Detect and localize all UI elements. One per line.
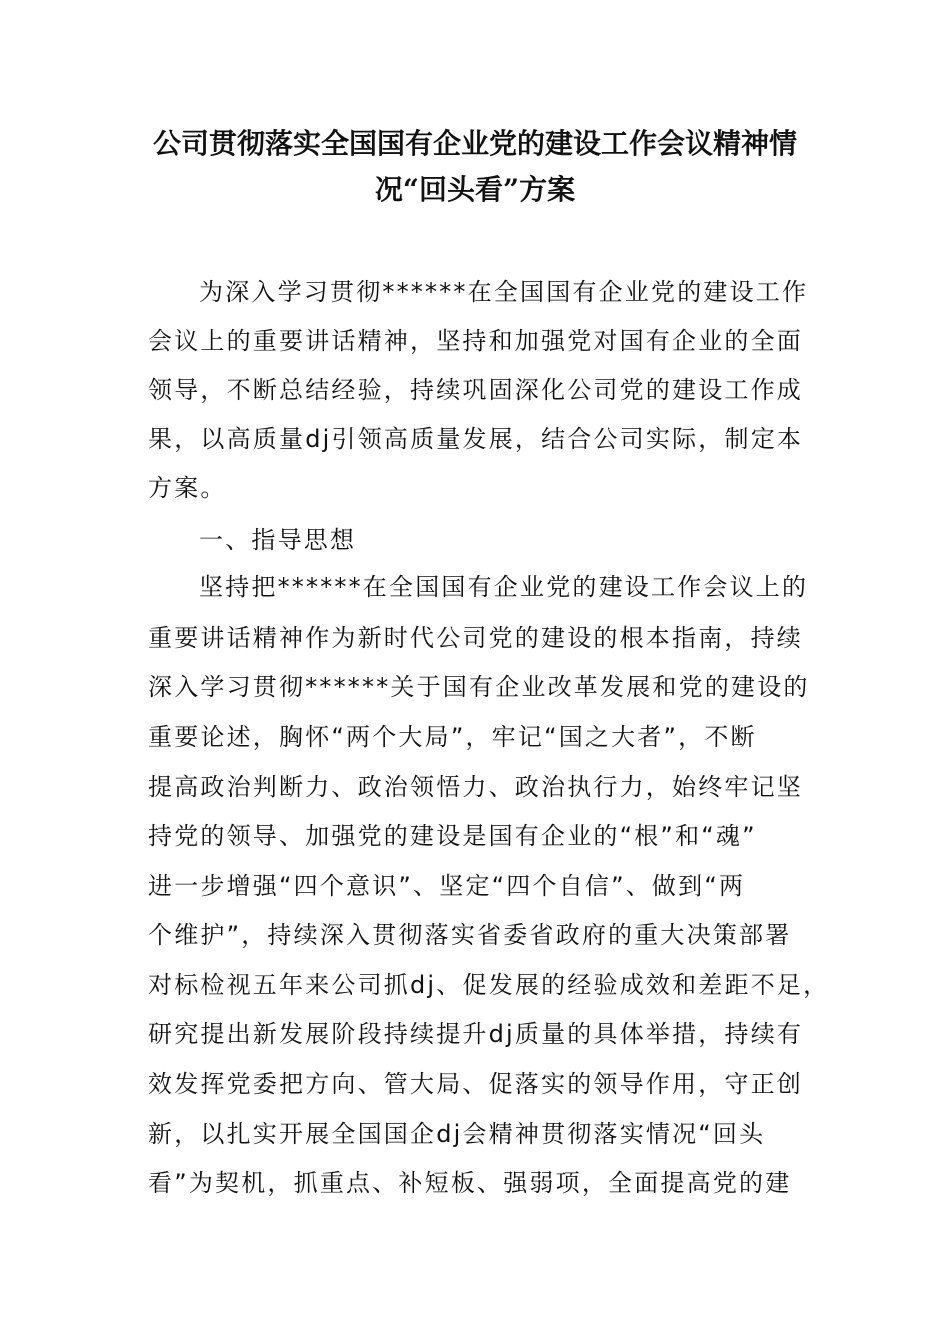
document-title-line-1: 公司贯彻落实全国国有企业党的建设工作会议精神情 — [152, 127, 797, 160]
paragraph-line: 提高政治判断力、政治领悟力、政治执行力，始终牢记坚 — [148, 773, 803, 801]
paragraph-line: 方案。 — [148, 474, 227, 502]
paragraph-line: 重要论述，胸怀“两个大局”，牢记“国之大者”，不断 — [148, 723, 757, 751]
paragraph-line: 进一步增强“四个意识”、坚定“四个自信”、做到“两 — [148, 872, 746, 900]
paragraph-line: 深入学习贯彻******关于国有企业改革发展和党的建设的 — [148, 673, 810, 701]
paragraph-line: 重要讲话精神作为新时代公司党的建设的根本指南，持续 — [148, 624, 803, 652]
section-heading: 一、指导思想 — [199, 526, 357, 554]
paragraph-line: 领导，不断总结经验，持续巩固深化公司党的建设工作成 — [148, 376, 803, 404]
paragraph-line: 为深入学习贯彻******在全国国有企业党的建设工作 — [199, 278, 809, 306]
document-title-line-2: 况“回头看”方案 — [374, 173, 576, 206]
paragraph-line: 研究提出新发展阶段持续提升dj质量的具体举措，持续有 — [148, 1020, 804, 1048]
paragraph-line: 果，以高质量dj引领高质量发展，结合公司实际，制定本 — [148, 425, 804, 453]
paragraph-line: 新，以扎实开展全国国企dj会精神贯彻落实情况“回头 — [148, 1120, 766, 1148]
paragraph-line: 个维护”，持续深入贯彻落实省委省政府的重大决策部署 — [148, 921, 792, 949]
paragraph-line: 看”为契机，抓重点、补短板、强弱项，全面提高党的建 — [148, 1169, 792, 1197]
paragraph-line: 持党的领导、加强党的建设是国有企业的“根”和“魂” — [148, 822, 757, 850]
paragraph-line: 会议上的重要讲话精神，坚持和加强党对国有企业的全面 — [148, 327, 803, 355]
paragraph-line: 坚持把******在全国国有企业党的建设工作会议上的 — [199, 573, 809, 601]
paragraph-line: 对标检视五年来公司抓dj、促发展的经验成效和差距不足， — [148, 971, 830, 999]
paragraph-line: 效发挥党委把方向、管大局、促落实的领导作用，守正创 — [148, 1070, 803, 1098]
